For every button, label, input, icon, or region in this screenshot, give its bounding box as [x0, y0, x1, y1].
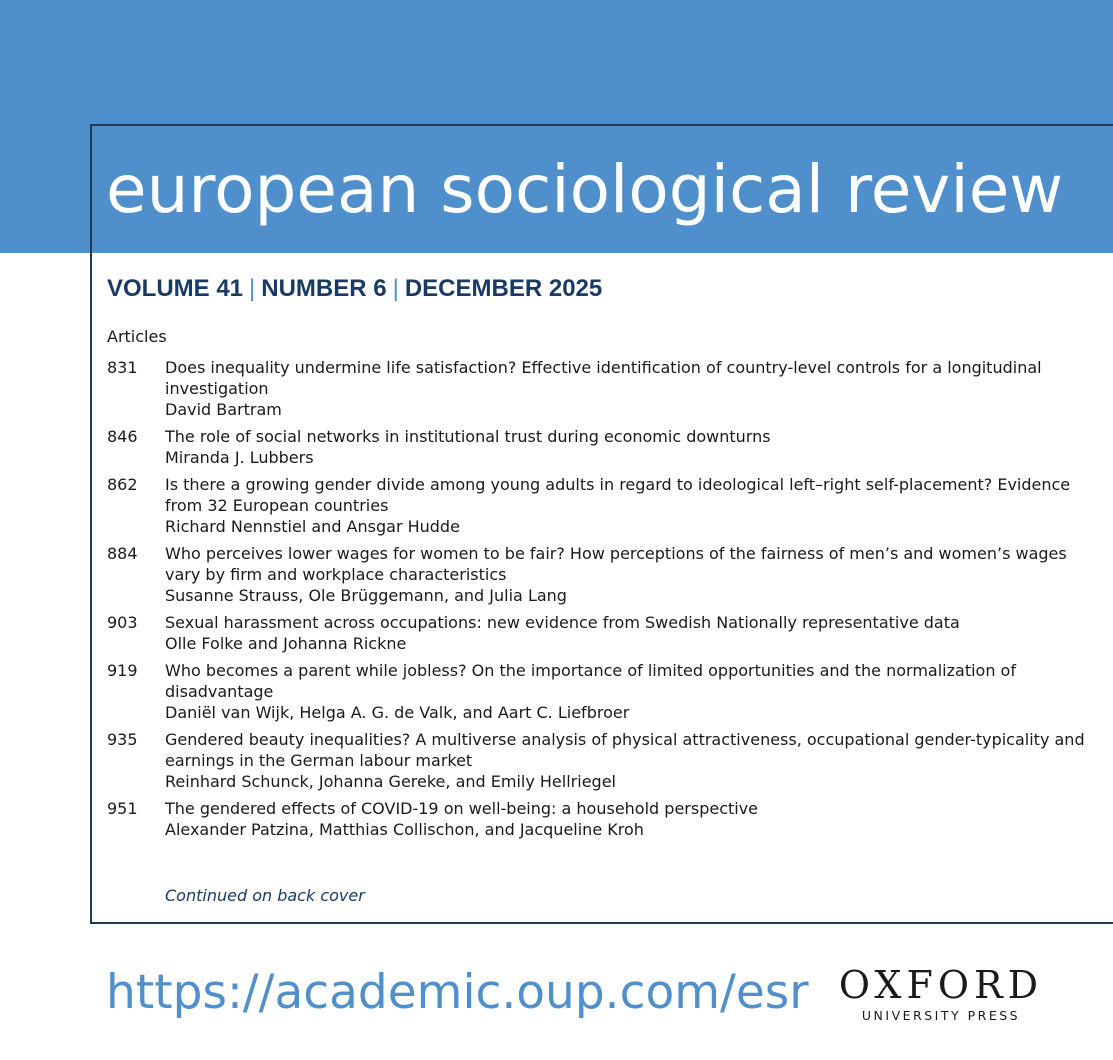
- toc-entry: [107, 426, 1097, 468]
- article-title[interactable]: Who perceives lower wages for women to be fair? How perceptions of the fairness of men’s and women’s wages vary by firm and workplace characteristics: [165, 544, 1067, 584]
- toc-entry: [107, 660, 1097, 723]
- toc-page-number: 831: [107, 358, 138, 377]
- toc-entry-body: [165, 426, 1097, 468]
- issue-separator: |: [392, 275, 399, 302]
- toc-page-number: 935: [107, 730, 138, 749]
- article-title[interactable]: Sexual harassment across occupations: new evidence from Swedish Nationally representative data: [165, 613, 960, 632]
- article-authors: Miranda J. Lubbers: [165, 448, 314, 467]
- article-authors: Alexander Patzina, Matthias Collischon, and Jacqueline Kroh: [165, 820, 644, 839]
- article-title[interactable]: Gendered beauty inequalities? A multiverse analysis of physical attractiveness, occupational gender-typicality and earnings in the German labour market: [165, 730, 1085, 770]
- toc-entry-body: [165, 543, 1097, 606]
- article-authors: Olle Folke and Johanna Rickne: [165, 634, 407, 653]
- toc-entry-body: [165, 474, 1097, 537]
- article-title[interactable]: Is there a growing gender divide among young adults in regard to ideological left–right self-placement? Evidence from 32 European countries: [165, 475, 1071, 515]
- article-title[interactable]: Who becomes a parent while jobless? On the importance of limited opportunities and the normalization of disadvantage: [165, 661, 1016, 701]
- toc-page-number: 846: [107, 427, 138, 446]
- publisher-logo: [838, 964, 1044, 1024]
- date-label: DECEMBER 2025: [404, 275, 603, 302]
- issue-separator: |: [249, 275, 256, 302]
- toc-page-number: 884: [107, 544, 138, 563]
- toc-page-number: 919: [107, 661, 138, 680]
- toc-entry-body: [165, 357, 1097, 420]
- journal-url-link[interactable]: https://academic.oup.com/esr: [106, 965, 809, 1020]
- article-title[interactable]: The role of social networks in institutional trust during economic downturns: [165, 427, 771, 446]
- number-label: NUMBER 6: [261, 275, 387, 302]
- toc-entry: [107, 543, 1097, 606]
- toc-entry-body: [165, 660, 1097, 723]
- toc-page-number: 951: [107, 799, 138, 818]
- table-of-contents: [107, 357, 1097, 846]
- continued-note: Continued on back cover: [165, 886, 365, 905]
- toc-page-number: 862: [107, 475, 138, 494]
- publisher-subtitle: UNIVERSITY PRESS: [861, 1008, 1021, 1023]
- toc-entry: [107, 474, 1097, 537]
- article-title[interactable]: The gendered effects of COVID-19 on well-being: a household perspective: [165, 799, 759, 818]
- article-authors: Susanne Strauss, Ole Brüggemann, and Julia Lang: [165, 586, 567, 605]
- article-title[interactable]: Does inequality undermine life satisfaction? Effective identification of country-level controls for a longitudinal investigation: [165, 358, 1042, 398]
- publisher-name: OXFORD: [838, 963, 1044, 1007]
- toc-entry-body: [165, 729, 1097, 792]
- toc-entry: [107, 798, 1097, 840]
- toc-entry: [107, 357, 1097, 420]
- toc-entry: [107, 729, 1097, 792]
- toc-entry-body: [165, 612, 1097, 654]
- article-authors: Reinhard Schunck, Johanna Gereke, and Emily Hellriegel: [165, 772, 616, 791]
- toc-entry-body: [165, 798, 1097, 840]
- article-authors: Daniël van Wijk, Helga A. G. de Valk, and Aart C. Liefbroer: [165, 703, 630, 722]
- toc-entry: [107, 612, 1097, 654]
- article-authors: David Bartram: [165, 400, 282, 419]
- article-authors: Richard Nennstiel and Ansgar Hudde: [165, 517, 460, 536]
- volume-label: VOLUME 41: [107, 275, 244, 302]
- toc-page-number: 903: [107, 613, 138, 632]
- journal-title: european sociological review: [106, 151, 1064, 228]
- issue-info: [107, 274, 602, 304]
- section-label: Articles: [107, 327, 167, 346]
